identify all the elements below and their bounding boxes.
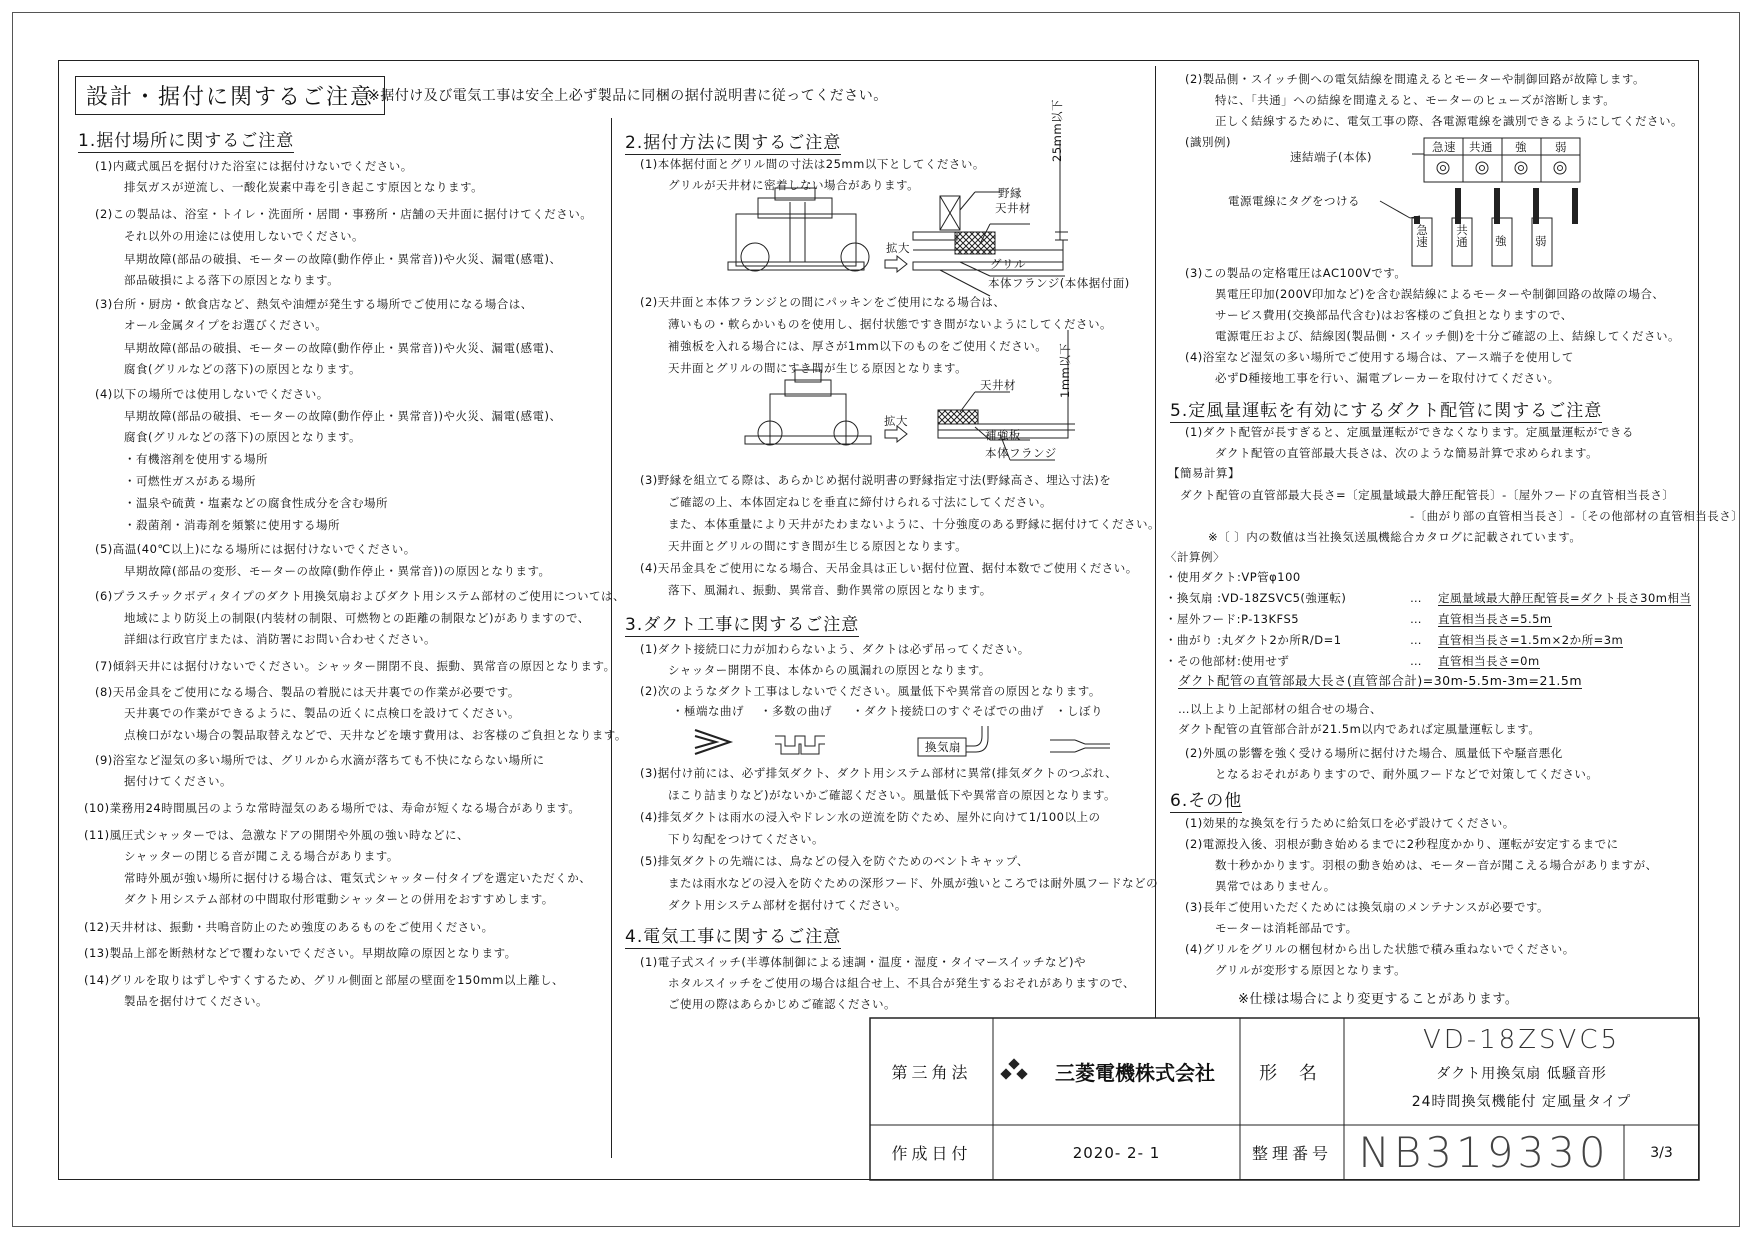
text-line: ・温泉や硫黄・塩素などの腐食性成分を含む場所 (124, 496, 388, 510)
text-line: 異電圧印加(200V印加など)を含む誤結線によるモーターや制御回路の故障の場合、 (1215, 287, 1665, 301)
text-line: -〔曲がり部の直管相当長さ〕-〔その他部材の直管相当長さ〕 (1410, 509, 1744, 523)
text-line: (1)ダクト配管が長すぎると、定風量運転ができなくなります。定風量運転ができる (1185, 425, 1634, 439)
text-line: 腐食(グリルなどの落下)の原因となります。 (124, 362, 362, 376)
text-line: 早期故障(部品の破損、モーターの故障(動作停止・異常音))や火災、漏電(感電)、 (124, 409, 562, 423)
column-divider (611, 118, 612, 1158)
text-line: (3)この製品の定格電圧はAC100Vです。 (1185, 266, 1407, 280)
text-line: (2)電源投入後、羽根が動き始めるまでに2秒程度かかり、運転が安定するまでに (1185, 837, 1619, 851)
safety-notice: ※据付け及び電気工事は安全上必ず製品に同梱の据付説明書に従ってください。 (368, 88, 888, 104)
text-line: 電源電圧および、結線図(製品側・スイッチ側)を十分ご確認の上、結線してください。 (1215, 329, 1681, 343)
text-line: (14)グリルを取りはずしやすくするため、グリル側面と部屋の壁面を150mm以上離し、 (84, 973, 564, 987)
fig2-dim: 1mm以下 (1058, 342, 1072, 398)
s5-heading: 5.定風量運転を有効にするダクト配管に関するご注意 (1170, 396, 1602, 423)
text-line: ご確認の上、本体固定ねじを垂直に締付けられる寸法にしてください。 (668, 495, 1052, 509)
text-line: 【簡易計算】 (1168, 466, 1240, 480)
calc-m: … (1410, 591, 1422, 605)
text-line: 腐食(グリルなどの落下)の原因となります。 (124, 430, 362, 444)
text-line: ・可燃性ガスがある場所 (124, 474, 256, 488)
text-line: 排気ガスが逆流し、一酸化炭素中毒を引き起こす原因となります。 (124, 180, 484, 194)
fig1-dim: 25mm以下 (1050, 98, 1064, 162)
text-line: 異常ではありません。 (1215, 879, 1336, 893)
model-label: 形 名 (1259, 1062, 1325, 1084)
bad-duct-2: ・多数の曲げ (760, 704, 832, 718)
text-line: (7)傾斜天井には据付けないでください。シャッター開閉不良、振動、異常音の原因となります。 (95, 659, 616, 673)
text-line: ダクト配管の直管部最大長さ=〔定風量域最大静圧配管長〕-〔屋外フードの直管相当長さ〕 (1180, 488, 1675, 502)
term-col-1: 急速 (1432, 140, 1456, 154)
text-line: (12)天井材は、振動・共鳴音防止のため強度のあるものをご使用ください。 (84, 920, 494, 934)
bad-duct-3: ・ダクト接続口のすぐそばでの曲げ (852, 704, 1044, 718)
page-number: 3/3 (1650, 1144, 1673, 1161)
calc-v: 直管相当長さ=1.5m×2か所=3m (1438, 633, 1624, 647)
text-line: 点検口がない場合の製品取替えなどで、天井などを壊す費用は、お客様のご負担となります。 (124, 728, 627, 742)
model-name: VD-18ZSVC5 (1422, 1025, 1621, 1055)
fig1-tenjouzai: 天井材 (995, 201, 1031, 215)
text-line: 正しく結線するために、電気工事の際、各電源電線を識別できるようにしてください。 (1215, 114, 1683, 128)
page-title: 設計・据付に関するご注意 (75, 76, 385, 115)
text-line: (2)天井面と本体フランジとの間にパッキンをご使用になる場合は、 (640, 295, 1006, 309)
text-line: オール金属タイプをお選びください。 (124, 318, 328, 332)
calc-m: … (1410, 654, 1422, 668)
text-line: (4)浴室など湿気の多い場所でご使用する場合は、アース端子を使用して (1185, 350, 1574, 364)
text-line: ご使用の際はあらかじめご確認ください。 (668, 997, 896, 1011)
text-line: (4)排気ダクトは雨水の浸入やドレン水の逆流を防ぐため、屋外に向けて1/100以上の (640, 810, 1101, 824)
text-line: 天井面とグリルの間にすき間が生じる原因となります。 (668, 361, 968, 375)
text-line: (1)内蔵式風呂を据付けた浴室には据付けないでください。 (95, 159, 413, 173)
calc-k: ・曲がり :丸ダクト2か所R/D=1 (1165, 633, 1342, 647)
text-line: (1)本体据付面とグリル間の寸法は25mm以下としてください。 (640, 157, 985, 171)
text-line: (4)天吊金具をご使用になる場合、天吊金具は正しい据付位置、据付本数でご使用ください。 (640, 561, 1138, 575)
calc-k: ・その他部材:使用せず (1165, 654, 1290, 668)
text-line: (5)排気ダクトの先端には、鳥などの侵入を防ぐためのベントキャップ、 (640, 854, 1029, 868)
text-line: (1)効果的な換気を行うために給気口を必ず設けてください。 (1185, 816, 1515, 830)
text-line: 特に、「共通」への結線を間違えると、モーターのヒューズが溶断します。 (1215, 93, 1616, 107)
fig2-kakudai: 拡大 (884, 414, 908, 428)
fig2-flange: 本体フランジ (985, 446, 1057, 460)
text-line: 天井面とグリルの間にすき間が生じる原因となります。 (668, 539, 968, 553)
text-line: 天井裏での作業ができるように、製品の近くに点検口を設けてください。 (124, 706, 520, 720)
text-line: (1)ダクト接続口に力が加わらないよう、ダクトは必ず吊ってください。 (640, 642, 1030, 656)
text-line: または雨水などの浸入を防ぐための深形フード、外風が強いところでは耐外風フードなどの (668, 876, 1159, 890)
model-desc-1: ダクト用換気扇 低騒音形 (1436, 1066, 1607, 1082)
fig1-noubuchi: 野縁 (998, 186, 1022, 200)
text-line: 数十秒かかります。羽根の動き始めは、モーター音が聞こえる場合がありますが、 (1215, 858, 1658, 872)
text-line: 下り勾配をつけてください。 (668, 832, 824, 846)
calc-v: 直管相当長さ=5.5m (1438, 612, 1552, 626)
calc-k: ・屋外フード:P-13KFS5 (1165, 612, 1300, 626)
text-line: 据付けてください。 (124, 774, 232, 788)
tag-label: 電源電線にタグをつける (1228, 194, 1360, 208)
text-line: (6)プラスチックボディタイプのダクト用換気扇およびダクト用システム部材のご使用については、 (95, 589, 625, 603)
fig2-tenjouzai: 天井材 (980, 378, 1016, 392)
tag-1: 急速 (1415, 224, 1429, 248)
projection-label: 第三角法 (891, 1063, 972, 1082)
terminal-label: 速結端子(本体) (1290, 150, 1372, 164)
text-line: (13)製品上部を断熱材などで覆わないでください。早期故障の原因となります。 (84, 946, 517, 960)
bad-duct-4: ・しぼり (1055, 704, 1103, 718)
tag-2: 共通 (1455, 224, 1469, 248)
text-line: モーターは消耗部品です。 (1215, 921, 1358, 935)
bad-duct-1: ・極端な曲げ (672, 704, 744, 718)
text-line: ※〔 〕内の数値は当社換気送風機総合カタログに記載されています。 (1208, 530, 1582, 544)
text-line: (3)野縁を組立てる際は、あらかじめ据付説明書の野縁指定寸法(野縁高さ、埋込寸法)を (640, 473, 1112, 487)
calc-k: ・使用ダクト:VP管φ100 (1165, 570, 1301, 584)
date-value: 2020- 2- 1 (1072, 1143, 1161, 1162)
text-line: ・殺菌剤・消毒剤を頻繁に使用する場所 (124, 518, 340, 532)
text-line: (4)グリルをグリルの梱包材から出した状態で積み重ねないでください。 (1185, 942, 1575, 956)
text-line: ダクト配管の直管部最大長さは、次のような簡易計算で求められます。 (1215, 446, 1599, 460)
text-line: (2)次のようなダクト工事はしないでください。風量低下や異常音の原因となります。 (640, 684, 1101, 698)
text-line: (3)台所・厨房・飲食店など、熱気や油煙が発生する場所でご使用になる場合は、 (95, 297, 533, 311)
term-col-2: 共通 (1469, 140, 1493, 154)
text-line: となるおそれがありますので、耐外風フードなどで対策してください。 (1215, 767, 1599, 781)
text-line: グリルが変形する原因となります。 (1215, 963, 1407, 977)
company-name: 三菱電機株式会社 (1055, 1061, 1215, 1085)
term-col-4: 弱 (1555, 140, 1567, 154)
text-line: 必ずD種接地工事を行い、漏電ブレーカーを取付けてください。 (1215, 371, 1560, 385)
text-line: (2)製品側・スイッチ側への電気結線を間違えるとモーターや制御回路が故障します。 (1185, 72, 1645, 86)
text-line: ダクト用システム部材の中間取付形電動シャッターとの併用をおすすめします。 (124, 892, 554, 906)
text-line: ・有機溶剤を使用する場所 (124, 452, 268, 466)
text-line: グリルが天井材に密着しない場合があります。 (668, 178, 920, 192)
text-line: 補強板を入れる場合には、厚さが1mm以下のものをご使用ください。 (668, 339, 1048, 353)
text-line: 早期故障(部品の破損、モーターの故障(動作停止・異常音))や火災、漏電(感電)、 (124, 252, 562, 266)
calc-v: 定風量域最大静圧配管長=ダクト長さ30m相当 (1438, 591, 1692, 605)
text-line: ダクト配管の直管部合計が21.5m以内であれば定風量運転します。 (1178, 722, 1541, 736)
s1-heading: 1.据付場所に関するご注意 (78, 126, 294, 153)
text-line: シャッター開閉不良、本体からの風漏れの原因となります。 (668, 663, 991, 677)
text-line: 落下、風漏れ、振動、異常音、動作異常の原因となります。 (668, 583, 992, 597)
text-line: サービス費用(交換部品代含む)はお客様のご負担となりますので、 (1215, 308, 1573, 322)
text-line: ほこり詰まりなど)がないかご確認ください。風量低下や異常音の原因となります。 (668, 788, 1117, 802)
text-line: (8)天吊金具をご使用になる場合、製品の着脱には天井裏での作業が必要です。 (95, 685, 520, 699)
model-desc-2: 24時間換気機能付 定風量タイプ (1411, 1094, 1632, 1110)
text-line: 薄いもの・軟らかいものを使用し、据付状態ですき間がないようにしてください。 (668, 317, 1112, 331)
text-line: (5)高温(40℃以上)になる場所には据付けないでください。 (95, 542, 416, 556)
text-line: 常時外風が強い場所に据付ける場合は、電気式シャッター付タイプを選定いただくか、 (124, 871, 592, 885)
text-line: 早期故障(部品の変形、モーターの故障(動作停止・異常音))の原因となります。 (124, 564, 551, 578)
document-number: NB319330 (1358, 1128, 1610, 1177)
text-line: (3)長年ご使用いただくためには換気扇のメンテナンスが必要です。 (1185, 900, 1549, 914)
text-line: ホタルスイッチをご使用の場合は組合せ上、不具合が発生するおそれがありますので、 (668, 976, 1135, 990)
text-line: ダクト用システム部材を据付けてください。 (668, 898, 907, 912)
text-line: 部品破損による落下の原因となります。 (124, 273, 340, 287)
calc-k: ・換気扇 :VD-18ZSVC5(強運転) (1165, 591, 1347, 605)
tag-3: 強 (1495, 234, 1507, 248)
s2-heading: 2.据付方法に関するご注意 (625, 128, 841, 155)
tag-4: 弱 (1535, 234, 1547, 248)
spec-note: ※仕様は場合により変更することがあります。 (1238, 992, 1519, 1007)
text-line: (9)浴室など湿気の多い場所では、グリルから水滴が落ちても不快にならない場所に (95, 753, 545, 767)
fig1-grill: グリル (990, 257, 1026, 271)
calc-v: 直管相当長さ=0m (1438, 654, 1540, 668)
s4-heading: 4.電気工事に関するご注意 (625, 922, 841, 949)
text-line: それ以外の用途には使用しないでください。 (124, 229, 364, 243)
fig1-flange: 本体フランジ(本体据付面) (988, 276, 1130, 290)
text-line: (2)この製品は、浴室・トイレ・洗面所・居間・事務所・店舗の天井面に据付けてください。 (95, 207, 593, 221)
text-line: (識別例) (1185, 135, 1231, 149)
text-line: 〈計算例〉 (1165, 550, 1225, 564)
calc-m: … (1410, 633, 1422, 647)
text-line: シャッターの閉じる音が聞こえる場合があります。 (124, 849, 399, 863)
text-line: …以上より上記部材の組合せの場合、 (1178, 702, 1382, 716)
number-label: 整理番号 (1251, 1144, 1332, 1163)
fig2-hokyou: 補強板 (985, 428, 1021, 442)
calc-result: ダクト配管の直管部最大長さ(直管部合計)=30m-5.5m-3m=21.5m (1178, 673, 1582, 688)
date-label: 作成日付 (891, 1144, 972, 1163)
s3-heading: 3.ダクト工事に関するご注意 (625, 610, 859, 637)
s6-heading: 6.その他 (1170, 786, 1242, 813)
text-line: (3)据付け前には、必ず排気ダクト、ダクト用システム部材に異常(排気ダクトのつぶれ、 (640, 766, 1118, 780)
text-line: (1)電子式スイッチ(半導体制御による速調・温度・湿度・タイマースイッチなど)や (640, 955, 1087, 969)
text-line: (2)外風の影響を強く受ける場所に据付けた場合、風量低下や騒音悪化 (1185, 746, 1563, 760)
text-line: 早期故障(部品の破損、モーターの故障(動作停止・異常音))や火災、漏電(感電)、 (124, 341, 562, 355)
text-line: (11)風圧式シャッターでは、急激なドアの開閉や外風の強い時などに、 (84, 828, 470, 842)
text-line: 地域により防災上の制限(内装材の制限、可燃物との距離の制限など)がありますので、 (124, 611, 590, 625)
term-col-3: 強 (1515, 140, 1527, 154)
title-block-grid (0, 0, 1, 1)
text-line: (4)以下の場所では使用しないでください。 (95, 387, 329, 401)
text-line: 製品を据付けてください。 (124, 994, 268, 1008)
fig1-kakudai: 拡大 (886, 241, 910, 255)
calc-m: … (1410, 612, 1422, 626)
text-line: 詳細は行政官庁または、消防署にお問い合わせください。 (124, 632, 436, 646)
fan-label: 換気扇 (925, 740, 961, 754)
text-line: (10)業務用24時間風呂のような常時湿気のある場所では、寿命が短くなる場合があります。 (84, 801, 581, 815)
text-line: また、本体重量により天井がたわまないように、十分強度のある野縁に据付けてください。 (668, 517, 1160, 531)
